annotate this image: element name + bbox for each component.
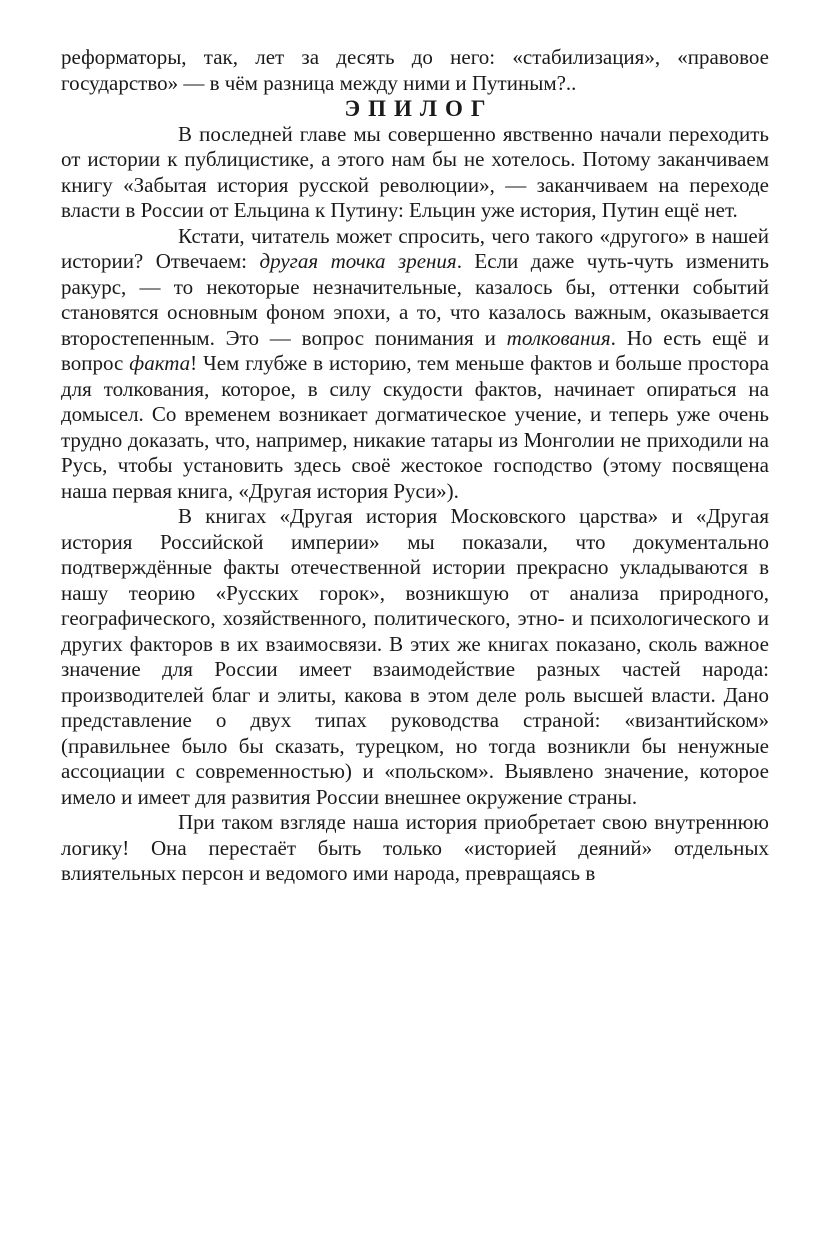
chapter-heading: ЭПИЛОГ bbox=[344, 96, 494, 121]
paragraph-2-text-4: ! Чем глубже в историю, тем меньше фактов и больше простора для толкования, которое, в силу скудости фактов, начинает опираться на домысел. Со временем возникает догматическое учение, и теперь уже очень трудно доказать, что, например, никакие татары из Монголии не приходили на Русь, чтобы установить здесь своё жестокое господство (этому посвящена наша первая книга, «Другая история Руси»). bbox=[61, 351, 769, 503]
paragraph-2 bbox=[61, 224, 769, 505]
paragraph-2-text-3: . Но есть ещё и вопрос bbox=[61, 325, 769, 375]
paragraph-2-emphasis-1: другая точка зрения bbox=[259, 249, 457, 273]
paragraph-4: При таком взгляде наша история приобретает свою внутреннюю логику! Она перестаёт быть только «историей деяний» отдельных влиятельных персон и ведомого ими народа, превращаясь в bbox=[61, 810, 769, 885]
paragraph-2-emphasis-3: факта bbox=[129, 351, 191, 375]
intro-paragraph: реформаторы, так, лет за десять до него: «стабилизация», «правовое государство» — в чём разница между ними и Путиным?.. bbox=[61, 45, 769, 95]
paragraph-2-text-2: . Если даже чуть-чуть изменить ракурс, — то некоторые незначительные, казалось бы, оттенки событий становятся основным фоном эпохи, а то, что казалось важным, оказывается второстепенным. Это — вопрос понимания и bbox=[61, 249, 769, 350]
paragraph-2-emphasis-2: толкования bbox=[506, 325, 611, 350]
paragraph-1: В последней главе мы совершенно явственно начали переходить от истории к публицистике, а этого нам бы не хотелось. Потому заканчиваем книгу «Забытая история русской революции», — заканчиваем на переходе власти в России от Ельцина к Путину: Ельцин уже история, Путин ещё нет. bbox=[61, 121, 769, 222]
paragraph-2-text-1: Кстати, читатель может спросить, чего такого «другого» в нашей истории? Отвечаем: bbox=[61, 223, 769, 273]
paragraph-3: В книгах «Другая история Московского царства» и «Другая история Российской империи» мы показали, что документально подтверждённые факты отечественной истории прекрасно укладываются в нашу теорию «Русских горок», возникшую от анализа природного, географического, хозяйственного, политического, этно- и психологического и других факторов в их взаимосвязи. В этих же книгах показано, сколь важное значение для России имеет взаимодействие разных частей народа: производителей благ и элиты, какова в этом деле роль высшей власти. Дано представление о двух типах руководства страной: «византийском» (правильнее было бы сказать, турецком, но тогда возникли бы ненужные ассоциации с современностью) и «польском». Выявлено значение, которое имело и имеет для развития России внешнее окружение страны. bbox=[61, 504, 769, 809]
